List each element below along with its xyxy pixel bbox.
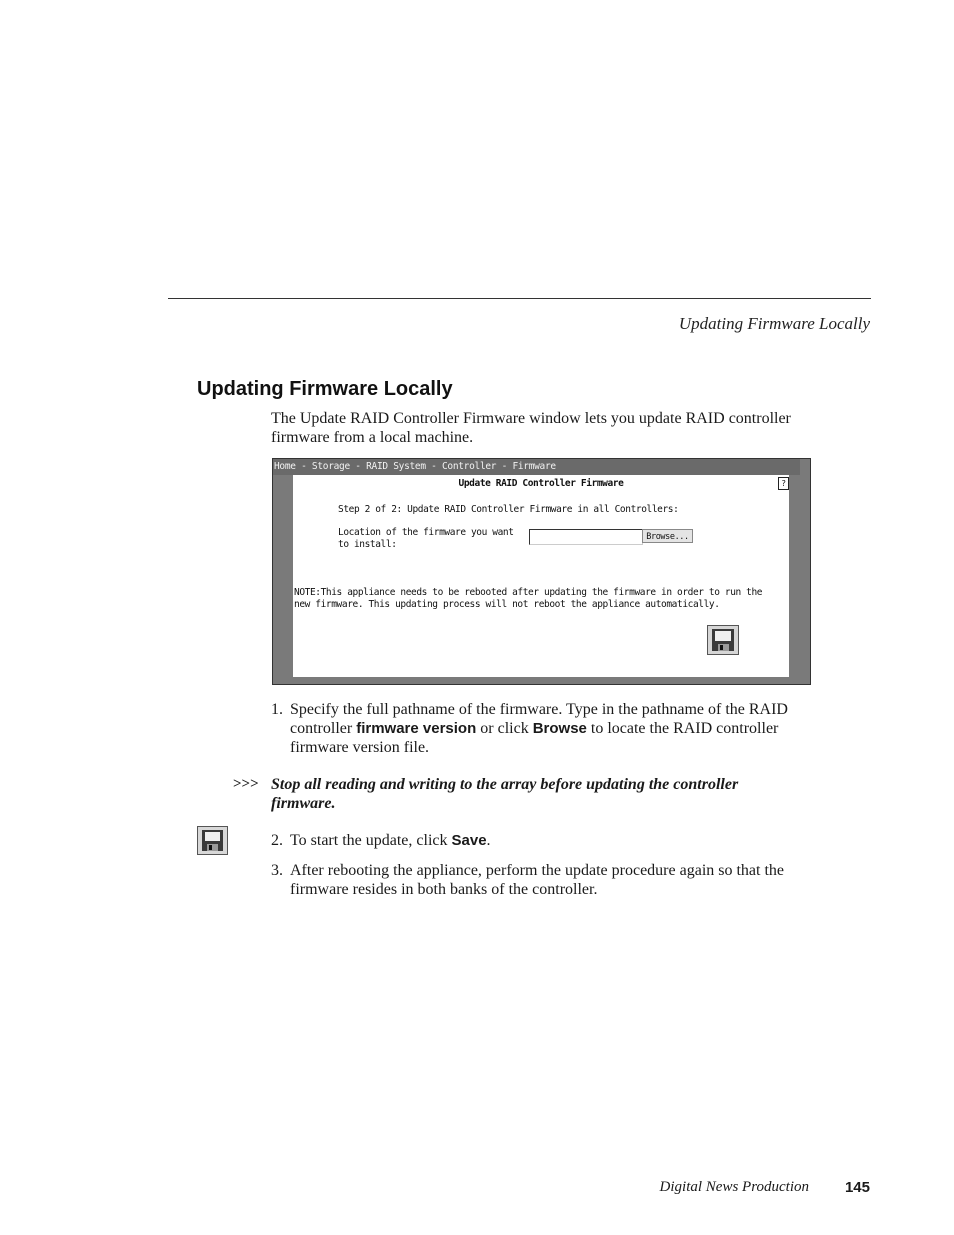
floppy-disk-icon [712, 629, 734, 651]
warning-marker: >>> [233, 776, 259, 792]
update-firmware-panel [293, 475, 789, 677]
step-number: 3. [271, 862, 283, 879]
help-icon[interactable]: ? [778, 477, 789, 490]
floppy-disk-icon [202, 830, 223, 851]
step-text: Step 2 of 2: Update RAID Controller Firmware in all Controllers: [338, 504, 679, 515]
save-ui-term: Save [451, 832, 487, 849]
save-icon-margin [197, 826, 228, 855]
browse-ui-term: Browse [532, 720, 587, 737]
section-title: Updating Firmware Locally [197, 378, 453, 400]
firmware-location-input[interactable] [529, 529, 643, 545]
header-rule [168, 298, 871, 299]
location-label: Location of the firmware you want to install: [338, 527, 514, 550]
page-number: 145 [844, 1179, 870, 1196]
panel-title: Update RAID Controller Firmware [458, 478, 624, 489]
firmware-window-screenshot [272, 458, 811, 685]
reboot-note: NOTE:This appliance needs to be rebooted after updating the firmware in order to run the new firmware. This updating process will not reboot the appliance automatically. [294, 587, 763, 610]
firmware-version-ui-term: firmware version [356, 720, 477, 737]
step-3: 3. After rebooting the appliance, perform the update procedure again so that the firmware resides in both banks of the controller. [271, 862, 785, 898]
intro-paragraph: The Update RAID Controller Firmware window lets you update RAID controller firmware from a local machine. [271, 410, 791, 446]
step-2: 2. To start the update, click Save. [271, 832, 491, 849]
breadcrumb[interactable]: Home - Storage - RAID System - Controller - Firmware [273, 459, 800, 475]
step-number: 2. [271, 832, 283, 849]
browse-button[interactable]: Browse... [642, 529, 693, 543]
running-head: Updating Firmware Locally [678, 314, 870, 333]
step-number: 1. [271, 701, 283, 718]
step-1: 1. Specify the full pathname of the firmware. Type in the pathname of the RAID controller firmware version or click Browse to locate the RAID controller firmware version file. [271, 701, 788, 756]
save-button[interactable] [707, 625, 739, 655]
footer-book-title: Digital News Production [659, 1179, 809, 1195]
warning-text: Stop all reading and writing to the array before updating the controller firmware. [271, 776, 739, 812]
